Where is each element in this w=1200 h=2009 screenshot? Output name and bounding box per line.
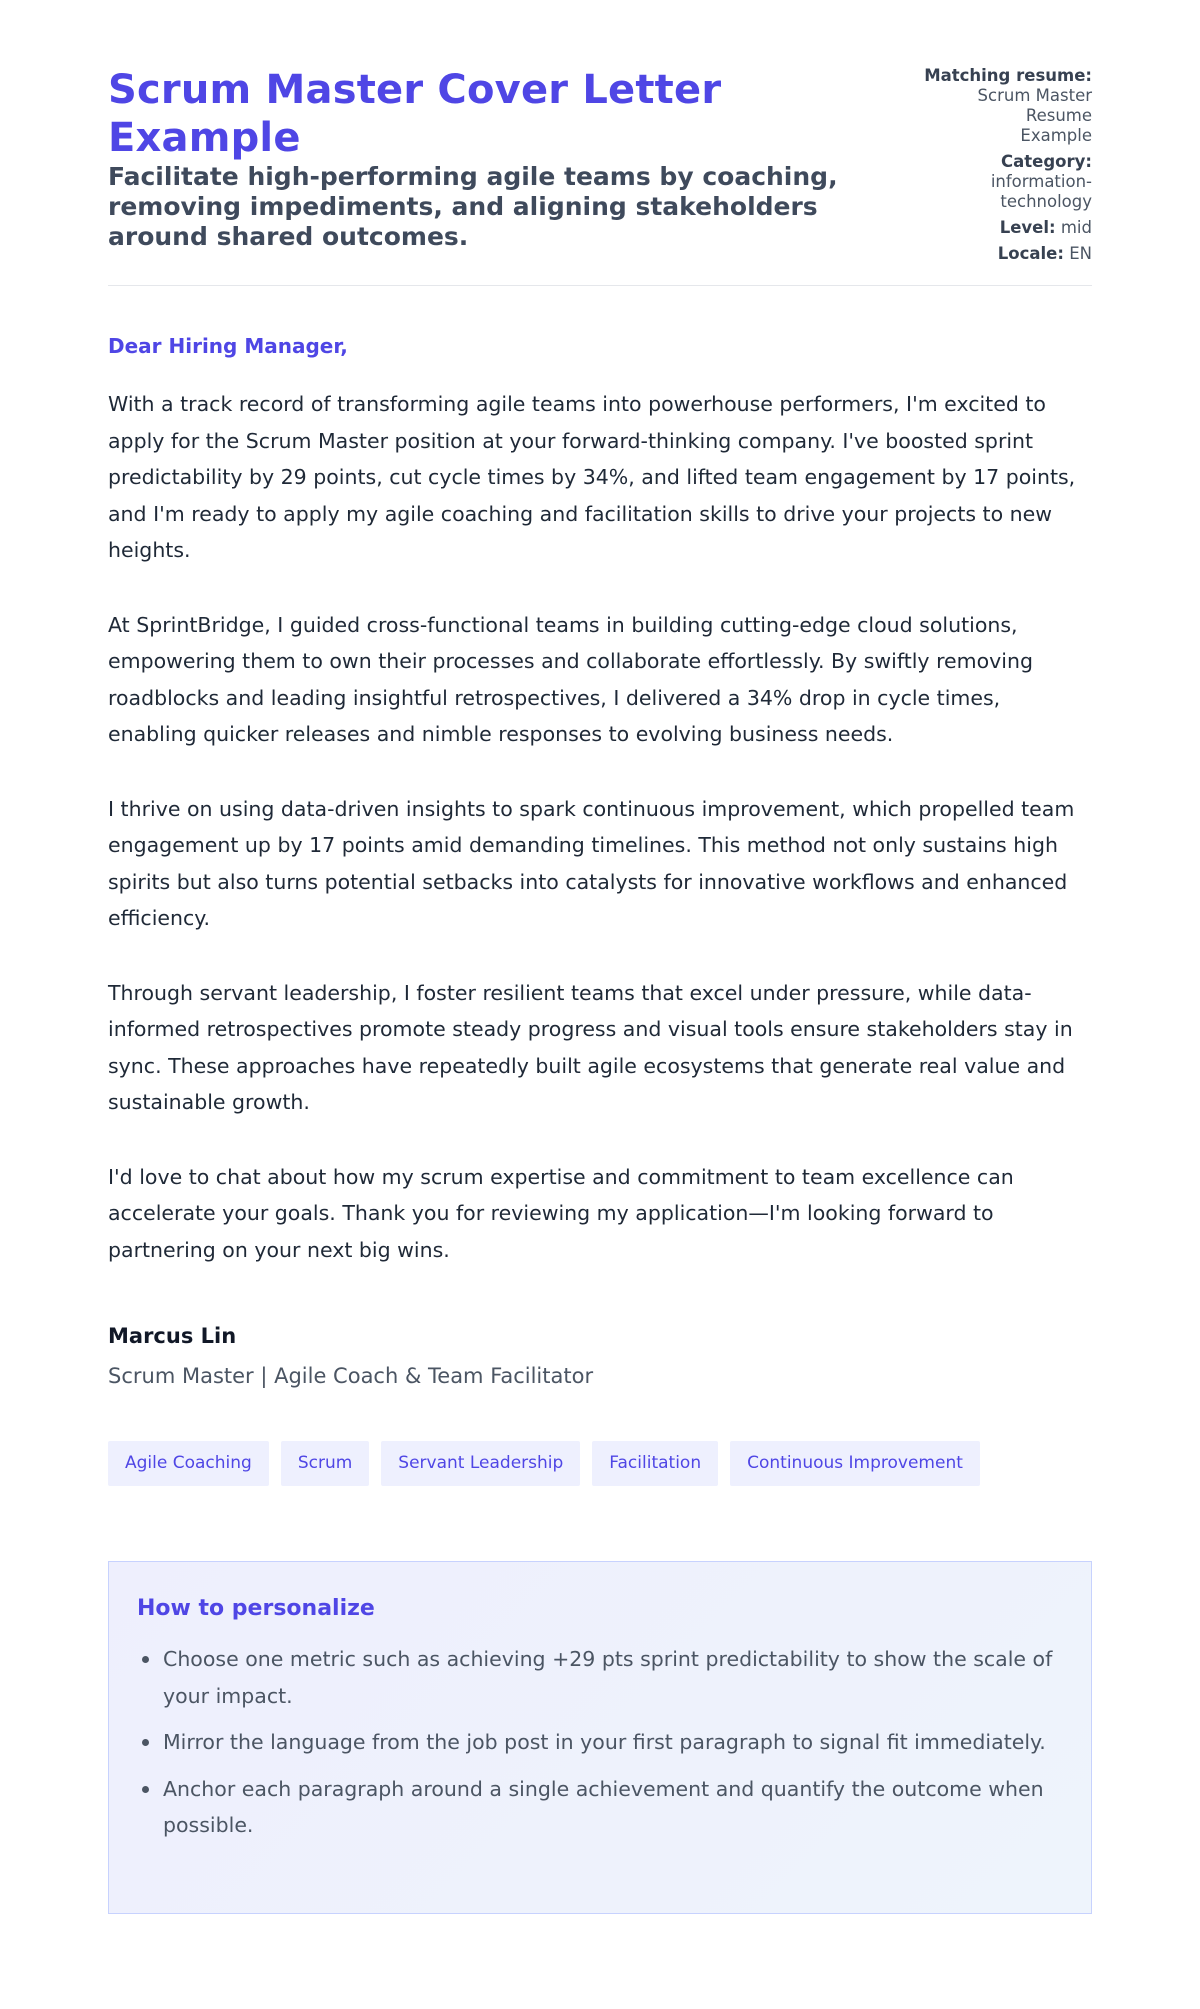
page-subtitle: Facilitate high-performing agile teams by coaching, removing impediments, and aligning stakeholders around shared outcomes. (108, 162, 838, 251)
meta-matching-resume-value[interactable]: Scrum Master Resume Example (977, 86, 1092, 145)
meta-matching-resume (872, 66, 1092, 146)
meta-level (872, 218, 1092, 238)
page-title: Scrum Master Cover Letter Example (108, 67, 722, 161)
tips-list-item: Mirror the language from the job post in your first paragraph to signal fit immediately. (163, 1724, 1063, 1761)
letter-paragraph: With a track record of transforming agile teams into powerhouse performers, I'm excited to apply for the Scrum Master position at your forward-thinking company. I've boosted sprint predictability by 29 points, cut cycle times by 34%, and lifted team engagement by 17 points, and I'm ready to apply my agile coaching and facilitation skills to drive your projects to new heights. (108, 392, 1076, 562)
skill-tag: Continuous Improvement (730, 1441, 980, 1486)
letter-greeting: Dear Hiring Manager, (108, 334, 348, 358)
skill-tag: Facilitation (592, 1441, 718, 1486)
letter-paragraph: I'd love to chat about how my scrum expertise and commitment to team excellence can accelerate your goals. Thank you for reviewing my application—I'm looking forward to partnering on your next big wins. (108, 1164, 1014, 1262)
personalize-tips-box (108, 1561, 1092, 1914)
tips-list-item: Choose one metric such as achieving +29 pts sprint predictability to show the scale of your impact. (163, 1641, 1063, 1714)
meta-locale (872, 244, 1092, 264)
meta-panel (872, 66, 1092, 270)
letter-paragraph: At SprintBridge, I guided cross-functional teams in building cutting-edge cloud solutions, empowering them to own their processes and collaborate effortlessly. By swiftly removing roadblocks and leading insightful retrospectives, I delivered a 34% drop in cycle times, enabling quicker releases and nimble responses to evolving business needs. (108, 612, 1034, 746)
tips-title: How to personalize (137, 1596, 375, 1621)
signature-role: Scrum Master | Agile Coach & Team Facilitator (108, 1364, 594, 1388)
meta-category-value: information-technology (990, 172, 1092, 211)
page-header (108, 0, 1092, 286)
letter-paragraph: Through servant leadership, I foster resilient teams that excel under pressure, while data-informed retrospectives promote steady progress and visual tools ensure stakeholders stay in sync. These approaches have repeatedly built agile ecosystems that generate real value and sustainable growth. (108, 980, 1073, 1114)
tips-list-item: Anchor each paragraph around a single achievement and quantify the outcome when possible. (163, 1771, 1063, 1844)
letter-body (108, 386, 1092, 1268)
meta-locale-value: EN (1069, 244, 1092, 263)
skill-tag: Scrum (281, 1441, 369, 1486)
letter-paragraph: I thrive on using data-driven insights to spark continuous improvement, which propelled team engagement up by 17 points amid demanding timelines. This method not only sustains high spirits but also turns potential setbacks into catalysts for innovative workflows and enhanced efficiency. (108, 796, 1075, 930)
signature-block (108, 1324, 1092, 1388)
meta-locale-label: Locale: (997, 244, 1064, 263)
skill-tag: Agile Coaching (108, 1441, 269, 1486)
meta-matching-resume-label: Matching resume: (924, 66, 1092, 85)
meta-level-label: Level: (999, 218, 1056, 237)
meta-level-value: mid (1060, 218, 1092, 237)
meta-category (872, 152, 1092, 212)
tips-list (137, 1641, 1063, 1844)
signature-name: Marcus Lin (108, 1324, 237, 1348)
meta-category-label: Category: (1001, 152, 1092, 171)
skill-tag: Servant Leadership (381, 1441, 580, 1486)
skill-tags (108, 1441, 1092, 1486)
